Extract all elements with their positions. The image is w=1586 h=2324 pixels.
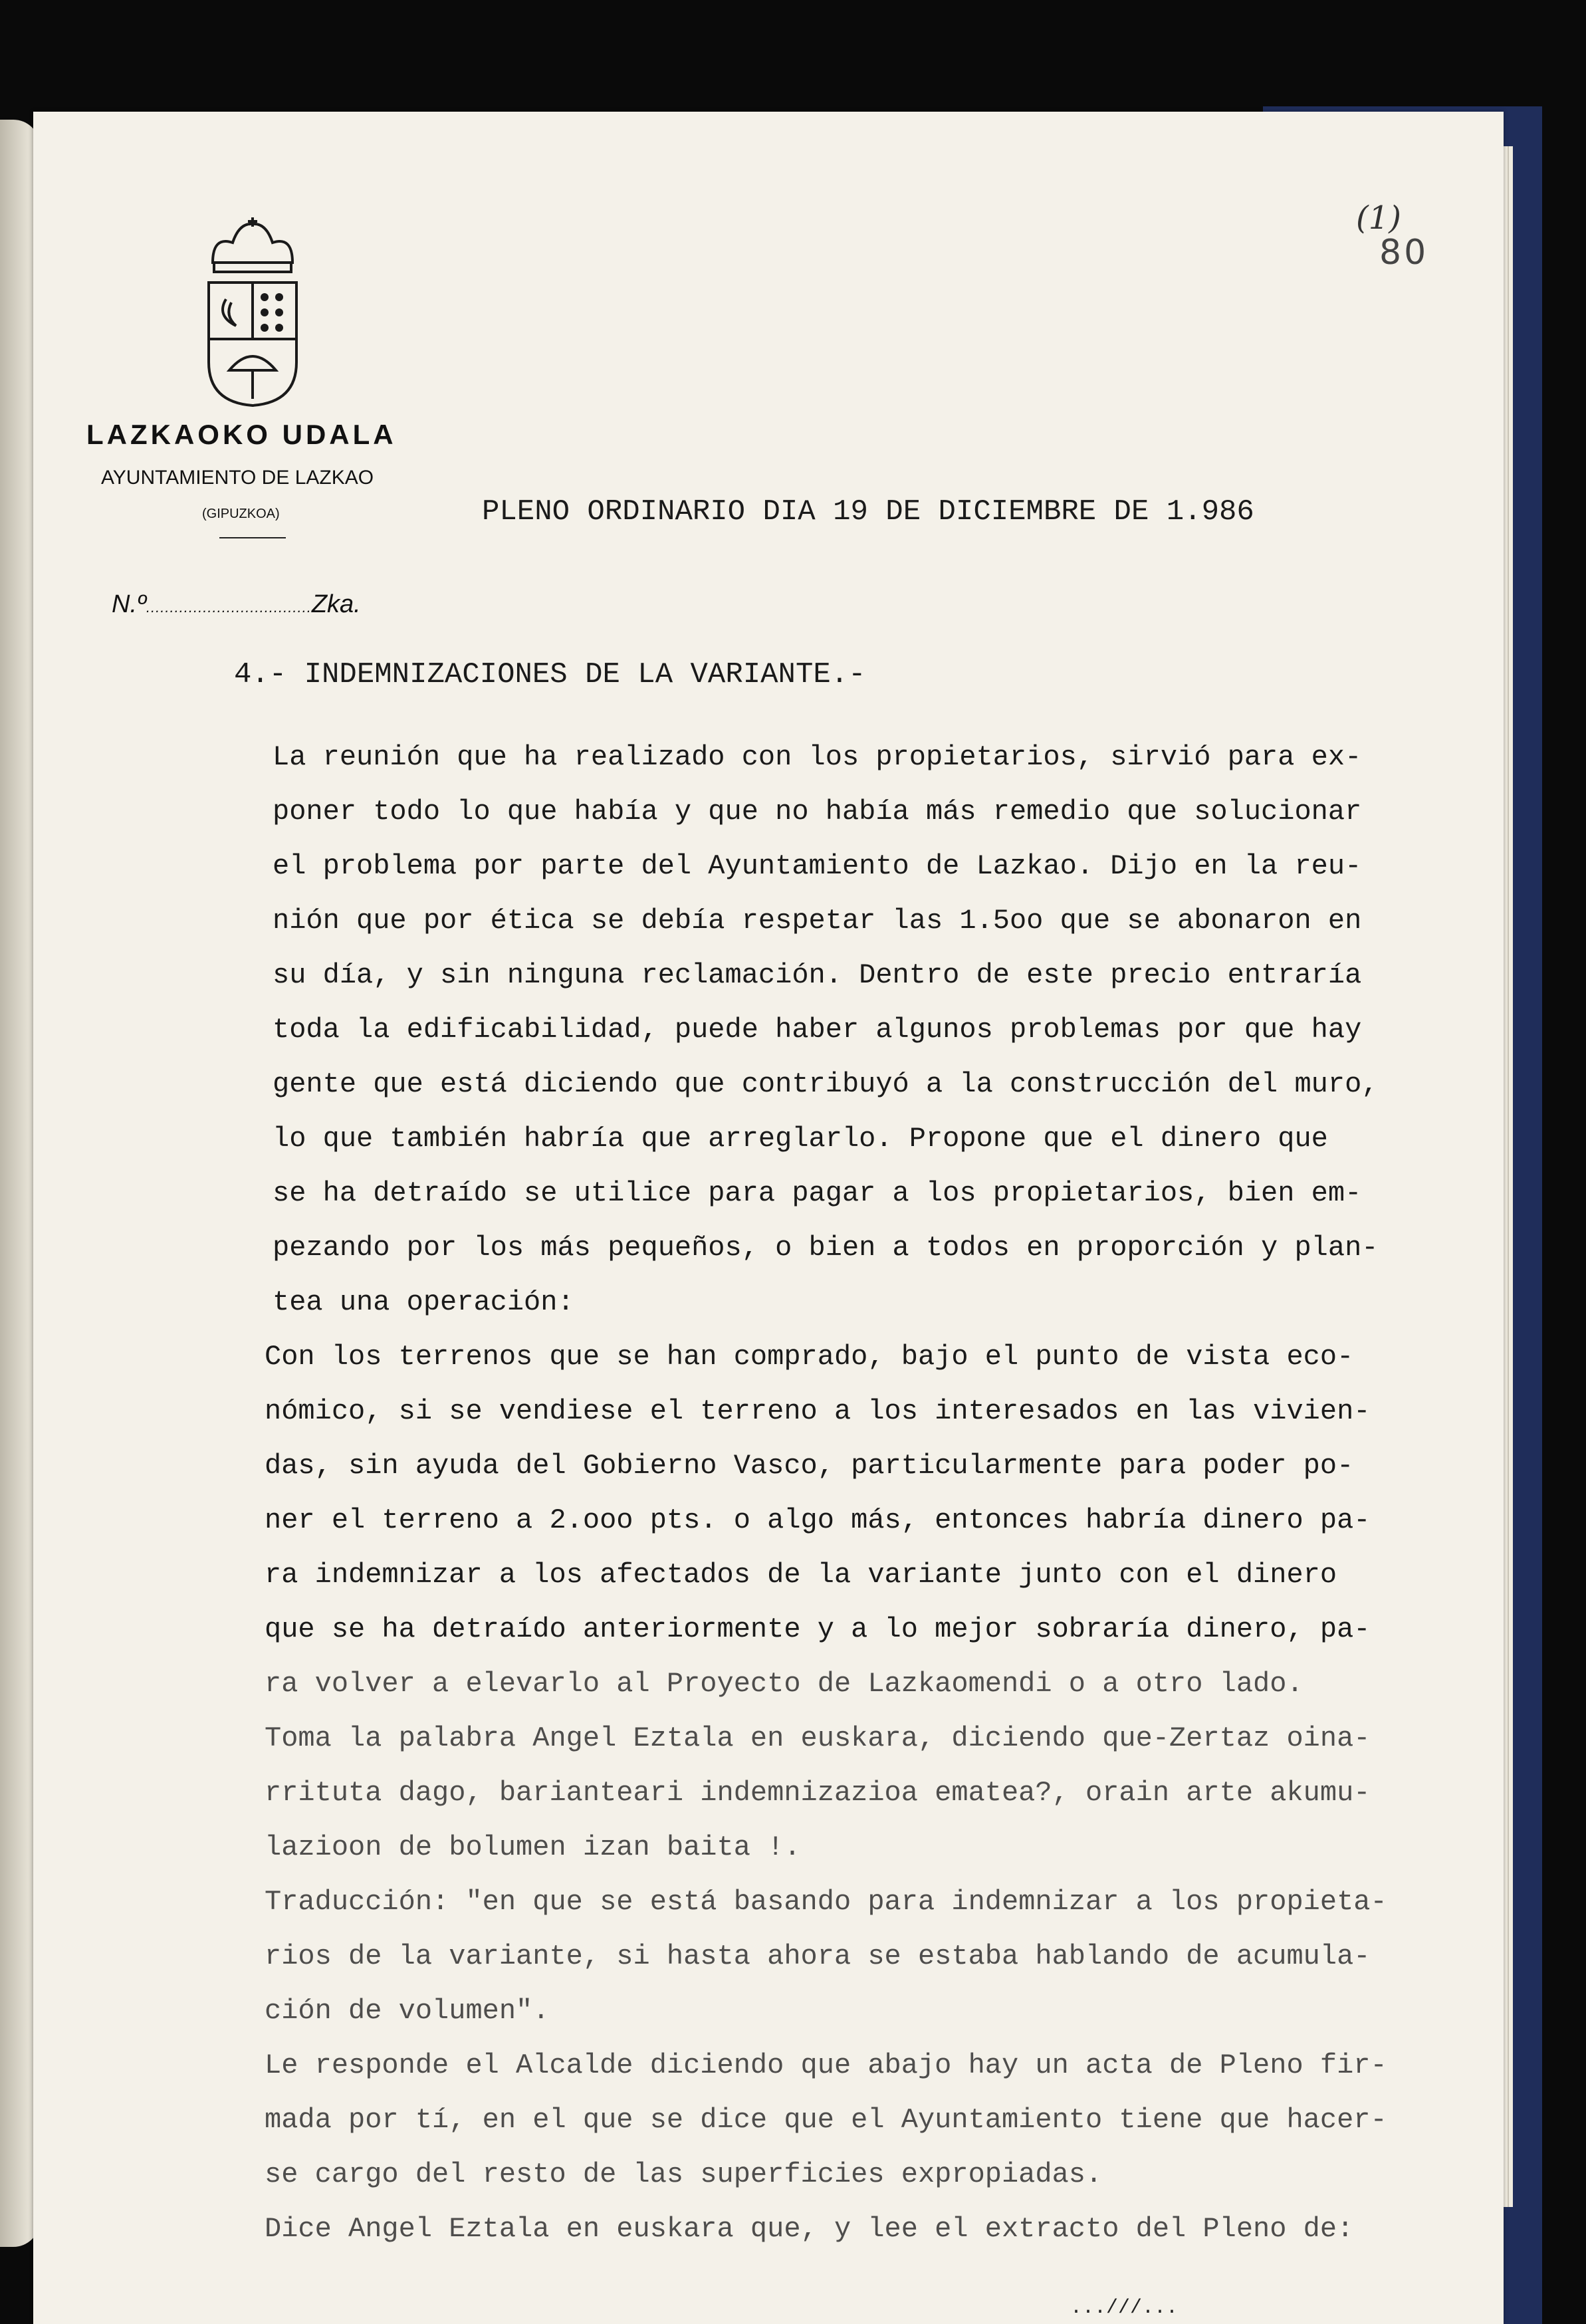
text-line: ra indemnizar a los afectados de la variante junto con el dinero [265, 1559, 1337, 1591]
body-text [265, 730, 1469, 2256]
text-line: su día, y sin ninguna reclamación. Dentro de este precio entraría [273, 959, 1362, 991]
reference-dots: ................................... [146, 599, 312, 616]
section-heading: 4.- INDEMNIZACIONES DE LA VARIANTE.- [234, 658, 866, 691]
text-line: pezando por los más pequeños, o bien a todos en proporción y plan- [273, 1232, 1379, 1264]
text-line: poner todo lo que había y que no había más remedio que solucionar [273, 796, 1362, 828]
organization-province: (GIPUZKOA) [202, 507, 280, 521]
text-line: ner el terreno a 2.ooo pts. o algo más, entonces habría dinero pa- [265, 1504, 1371, 1536]
page-mark: (1) [1356, 199, 1401, 237]
organization-name: LAZKAOKO UDALA [86, 419, 397, 450]
text-line: que se ha detraído anteriormente y a lo mejor sobraría dinero, pa- [265, 1613, 1371, 1645]
letterhead-divider [219, 537, 286, 538]
text-line: mada por tí, en el que se dice que el Ayuntamiento tiene que hacer- [265, 2104, 1387, 2136]
reference-prefix: N.º [112, 590, 146, 618]
page-number: 80 [1379, 233, 1429, 273]
text-line: Traducción: "en que se está basando para indemnizar a los propieta- [265, 1886, 1387, 1918]
text-line: toda la edificabilidad, puede haber algunos problemas por que hay [273, 1014, 1362, 1046]
reference-suffix: Zka. [311, 590, 361, 618]
session-title: PLENO ORDINARIO DIA 19 DE DICIEMBRE DE 1.986 [482, 495, 1254, 528]
text-line: Con los terrenos que se han comprado, bajo el punto de vista eco- [265, 1341, 1354, 1373]
text-line: ción de volumen". [265, 1995, 550, 2027]
text-line: nómico, si se vendiese el terreno a los interesados en las vivien- [265, 1395, 1371, 1427]
text-line: Dice Angel Eztala en euskara que, y lee el extracto del Pleno de: [265, 2213, 1354, 2245]
page-footer-mark: ...///... [1070, 2297, 1179, 2319]
text-line: se cargo del resto de las superficies expropiadas. [265, 2158, 1103, 2190]
text-line: ra volver a elevarlo al Proyecto de Lazkaomendi o a otro lado. [265, 1668, 1303, 1700]
text-line: gente que está diciendo que contribuyó a la construcción del muro, [273, 1068, 1379, 1100]
organization-subtitle: AYUNTAMIENTO DE LAZKAO [101, 467, 374, 489]
text-line: La reunión que ha realizado con los propietarios, sirvió para ex- [273, 741, 1362, 773]
text-line: rios de la variante, si hasta ahora se estaba hablando de acumula- [265, 1940, 1371, 1972]
text-line: lo que también habría que arreglarlo. Propone que el dinero que [273, 1123, 1328, 1155]
text-line: el problema por parte del Ayuntamiento de Lazkao. Dijo en la reu- [273, 850, 1362, 882]
text-line: tea una operación: [273, 1286, 574, 1318]
text-line: se ha detraído se utilice para pagar a los propietarios, bien em- [273, 1177, 1362, 1209]
text-line: lazioon de bolumen izan baita !. [265, 1831, 801, 1863]
reference-number-field [112, 590, 361, 619]
text-line: Toma la palabra Angel Eztala en euskara, diciendo que-Zertaz oina- [265, 1722, 1371, 1754]
text-line: das, sin ayuda del Gobierno Vasco, particularmente para poder po- [265, 1450, 1354, 1482]
text-line: rrituta dago, barianteari indemnizazioa ematea?, orain arte akumu- [265, 1777, 1371, 1809]
text-line: nión que por ética se debía respetar las 1.5oo que se abonaron en [273, 905, 1362, 937]
coat-of-arms-icon [199, 216, 306, 409]
text-line: Le responde el Alcalde diciendo que abajo hay un acta de Pleno fir- [265, 2049, 1387, 2081]
